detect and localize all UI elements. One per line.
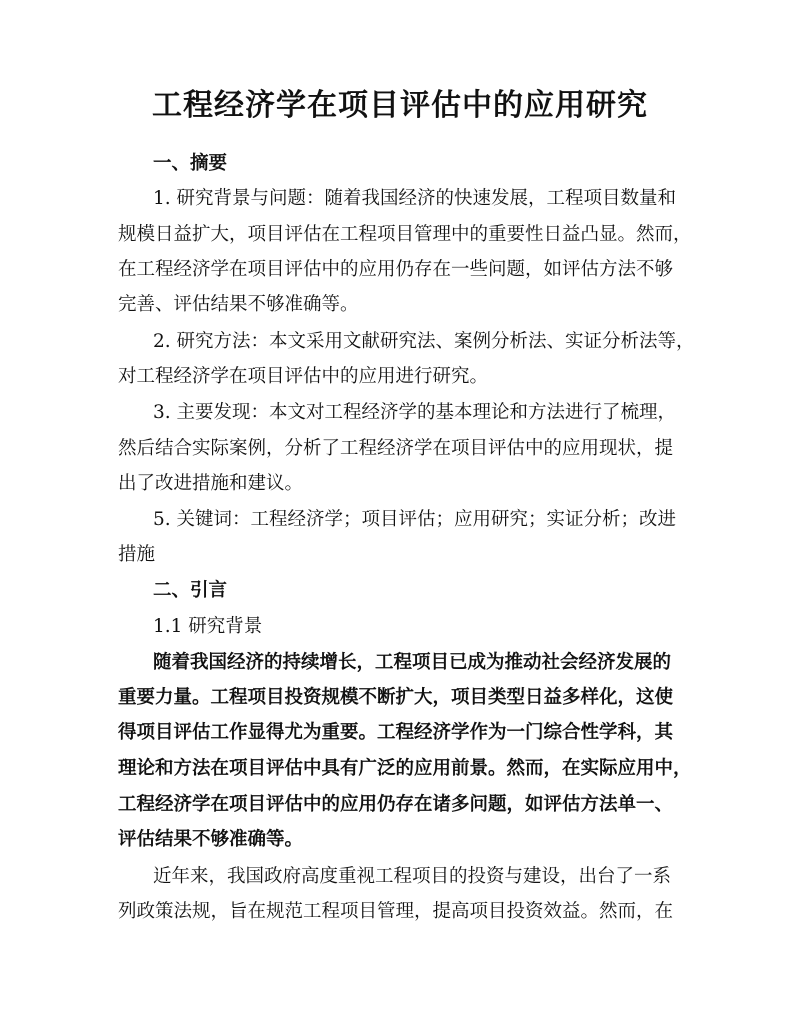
abstract-item-3-line: 3. 主要发现：本文对工程经济学的基本理论和方法进行了梳理， (153, 402, 677, 423)
recent-years-paragraph-line: 列政策法规，旨在规范工程项目管理，提高项目投资效益。然而，在 (118, 901, 674, 922)
abstract-item-1-line: 完善、评估结果不够准确等。 (118, 294, 359, 315)
abstract-item-1-line: 规模日益扩大，项目评估在工程项目管理中的重要性日益凸显。然而， (118, 224, 692, 245)
page-title: 工程经济学在项目评估中的应用研究 (152, 88, 648, 123)
recent-years-paragraph-line: 近年来，我国政府高度重视工程项目的投资与建设，出台了一系 (153, 866, 672, 887)
section-heading-introduction: 二、引言 (153, 580, 228, 601)
background-paragraph-line: 评估结果不够准确等。 (118, 829, 304, 850)
abstract-item-1-line: 1. 研究背景与问题：随着我国经济的快速发展，工程项目数量和 (153, 188, 677, 209)
background-paragraph-line: 理论和方法在项目评估中具有广泛的应用前景。然而，在实际应用中， (118, 758, 692, 779)
background-paragraph-line: 重要力量。工程项目投资规模不断扩大，项目类型日益多样化，这使 (118, 687, 674, 708)
subsection-heading-background: 1.1 研究背景 (153, 616, 263, 637)
abstract-item-5-line: 5. 关键词：工程经济学；项目评估；应用研究；实证分析；改进 (153, 509, 677, 530)
abstract-item-2-line: 2. 研究方法：本文采用文献研究法、案例分析法、实证分析法等， (153, 331, 695, 352)
abstract-item-3-line: 然后结合实际案例，分析了工程经济学在项目评估中的应用现状，提 (118, 438, 674, 459)
background-paragraph-line: 得项目评估工作显得尤为重要。工程经济学作为一门综合性学科，其 (118, 722, 674, 743)
background-paragraph-line: 工程经济学在项目评估中的应用仍存在诸多问题，如评估方法单一、 (118, 794, 674, 815)
abstract-item-1-line: 在工程经济学在项目评估中的应用仍存在一些问题，如评估方法不够 (118, 259, 674, 280)
abstract-item-5-line: 措施 (118, 544, 156, 565)
section-heading-abstract: 一、摘要 (153, 153, 228, 174)
background-paragraph-line: 随着我国经济的持续增长，工程项目已成为推动社会经济发展的 (153, 652, 672, 673)
abstract-item-3-line: 出了改进措施和建议。 (118, 473, 304, 494)
abstract-item-2-line: 对工程经济学在项目评估中的应用进行研究。 (118, 366, 489, 387)
